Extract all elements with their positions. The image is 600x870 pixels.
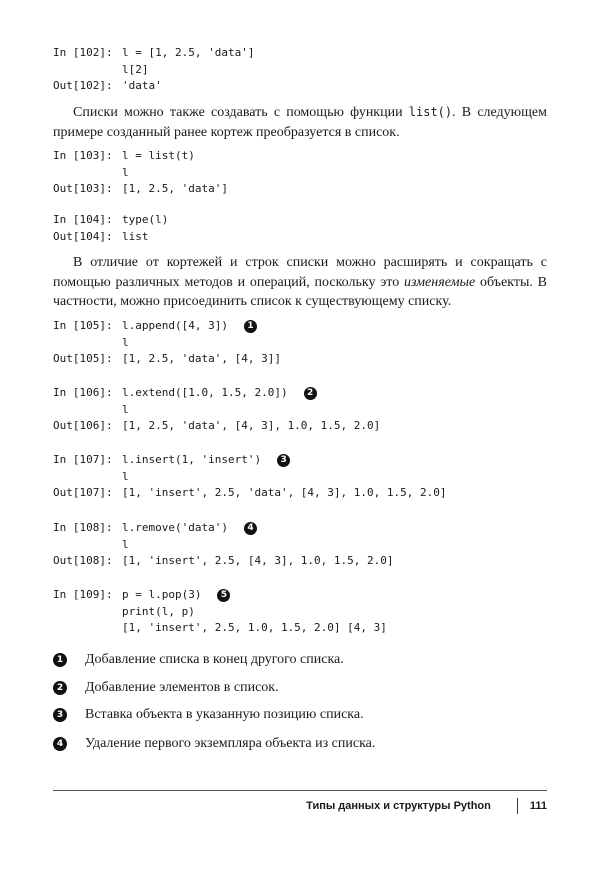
prompt: In [102]: (53, 46, 120, 59)
code-line: l = list(t) (122, 149, 195, 162)
code-block-106 (53, 385, 553, 435)
footnote (53, 652, 344, 668)
prompt: Out[106]: (53, 419, 120, 432)
prompt: In [103]: (53, 149, 120, 162)
prompt: In [107]: (53, 453, 120, 466)
prompt: In [106]: (53, 386, 120, 399)
footer-rule (53, 790, 547, 791)
prompt: Out[104]: (53, 229, 120, 243)
emphasis: изменяемые (403, 274, 476, 290)
callout-marker: 4 (53, 737, 67, 751)
code-line: print(l, p) (122, 604, 195, 618)
code-line: l.extend([1.0, 1.5, 2.0]) (122, 386, 288, 399)
prompt: In [105]: (53, 319, 120, 332)
output: list (122, 229, 149, 243)
paragraph (53, 253, 547, 312)
callout-marker: 1 (53, 653, 67, 667)
callout-marker: 3 (53, 708, 67, 722)
callout-marker: 1 (244, 320, 257, 333)
code-block-109 (53, 587, 553, 637)
text: Списки можно также создавать с помощью функции (73, 105, 409, 120)
code-block-104 (53, 212, 553, 245)
prompt: Out[108]: (53, 554, 120, 567)
prompt: Out[107]: (53, 486, 120, 499)
footnote-text: Добавление элементов в список. (85, 680, 279, 695)
code-line: l (122, 537, 129, 551)
inline-code: list() (408, 105, 453, 119)
callout-marker: 4 (244, 522, 257, 535)
code-block-105 (53, 318, 553, 368)
footnote-text: Добавление списка в конец другого списка. (85, 652, 344, 667)
code-line: type(l) (122, 213, 169, 226)
paragraph (53, 103, 547, 142)
output: [1, 'insert', 2.5, [4, 3], 1.0, 1.5, 2.0] (122, 554, 394, 567)
callout-marker: 3 (277, 454, 290, 467)
output: [1, 'insert', 2.5, 'data', [4, 3], 1.0, 1.5, 2.0] (122, 486, 447, 499)
output: [1, 'insert', 2.5, 1.0, 1.5, 2.0] [4, 3] (122, 621, 387, 634)
output: 'data' (122, 79, 162, 92)
code-line: l (122, 335, 129, 349)
footnote-text: Вставка объекта в указанную позицию списка. (85, 707, 364, 722)
running-title: Типы данных и структуры Python (306, 800, 491, 812)
footnote (53, 736, 375, 752)
code-line: l.insert(1, 'insert') (122, 453, 262, 466)
prompt: Out[105]: (53, 352, 120, 365)
output: [1, 2.5, 'data'] (122, 182, 228, 195)
footnote (53, 707, 364, 723)
page-number: 111 (529, 800, 547, 812)
text: . В следующем примере созданный ранее кортеж преобразуется в список. (53, 105, 547, 140)
code-line: l[2] (122, 62, 149, 76)
prompt: Out[102]: (53, 79, 120, 92)
callout-marker: 2 (304, 387, 317, 400)
footnote (53, 680, 279, 696)
output: [1, 2.5, 'data', [4, 3]] (122, 352, 281, 365)
code-line: l.remove('data') (122, 521, 228, 534)
callout-marker: 5 (217, 589, 230, 602)
callout-marker: 2 (53, 681, 67, 695)
prompt: In [104]: (53, 213, 120, 226)
code-line: p = l.pop(3) (122, 588, 202, 601)
divider (517, 798, 518, 814)
code-line: l (122, 402, 129, 416)
prompt: Out[103]: (53, 182, 120, 195)
text: объекты. В частности, можно присоединить список к существующему списку. (53, 274, 547, 309)
code-line: l (122, 165, 129, 179)
page-footer (306, 798, 547, 814)
prompt: In [109]: (53, 588, 120, 601)
code-block-103 (53, 148, 553, 198)
code-block-107 (53, 452, 553, 502)
text: В отличие от кортежей и строк списки можно расширять и сокращать с помощью различных методов и операций, поскольку это (53, 255, 547, 290)
output: [1, 2.5, 'data', [4, 3], 1.0, 1.5, 2.0] (122, 419, 381, 432)
footnote-text: Удаление первого экземпляра объекта из списка. (85, 736, 376, 751)
code-block-102 (53, 45, 553, 95)
prompt: In [108]: (53, 521, 120, 534)
code-line: l.append([4, 3]) (122, 319, 228, 332)
code-line: l (122, 469, 129, 483)
code-line: l = [1, 2.5, 'data'] (122, 46, 255, 59)
code-block-108 (53, 520, 553, 570)
